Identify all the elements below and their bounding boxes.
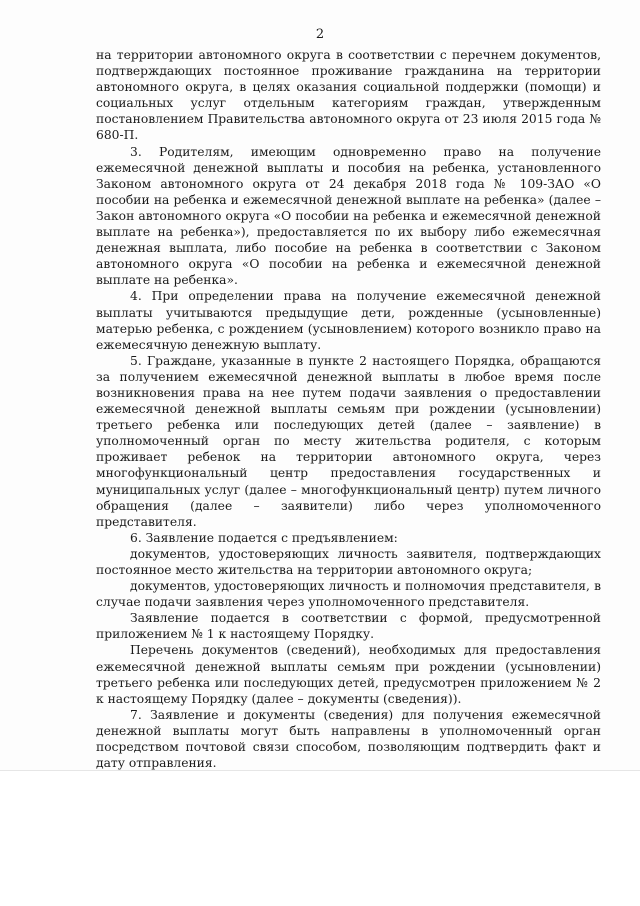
paragraph-documents-list: Перечень документов (сведений), необходимых для предоставления ежемесячной денежной выплаты семьям при рождении (усыновлении) третьего ребенка или последующих детей, предусмотрен приложением № 2 к настоящему Порядку (далее – документы (сведения)).: [96, 643, 601, 706]
paragraph-application-form: Заявление подается в соответствии с формой, предусмотренной приложением № 1 к настоящему Порядку.: [96, 611, 601, 642]
paragraph-item-4: 4. При определении права на получение ежемесячной денежной выплаты учитываются предыдущие дети, рожденные (усыновленные) матерью ребенка, с рождением (усыновлением) которого возникло право на ежемесячную денежную выплату.: [96, 289, 601, 352]
paragraph-item-6: 6. Заявление подается с предъявлением:: [130, 530, 398, 545]
paragraph-item-6-identity-docs: документов, удостоверяющих личность заявителя, подтверждающих постоянное место жительства на территории автономного округа;: [96, 546, 601, 577]
paragraph-item-5: 5. Граждане, указанные в пункте 2 настоящего Порядка, обращаются за получением ежемесячной денежной выплаты в любое время после возникновения права на нее путем подачи заявления о предоставлении ежемесячной денежной выплаты семьям при рождении (усыновлении) третьего ребенка или последующих детей (далее – заявление) в уполномоченный орган по месту жительства родителя, с которым проживает ребенок на территории автономного округа, через многофункциональный центр предоставления государственных и муниципальных услуг (далее – многофункциональный центр) путем личного обращения (далее – заявители) либо через уполномоченного представителя.: [96, 353, 601, 529]
page-number: 2: [315, 27, 325, 42]
scan-margin: [0, 770, 640, 906]
document-body: [96, 47, 601, 803]
paragraph-item-3: 3. Родителям, имеющим одновременно право на получение ежемесячной денежной выплаты и пособия на ребенка, установленного Законом автономного округа от 24 декабря 2018 года № 109-ЗАО «О пособии на ребенка и ежемесячной денежной выплате на ребенка» (далее – Закон автономного округа «О пособии на ребенка и ежемесячной денежной выплате на ребенка»), предоставляется по их выбору либо ежемесячная денежная выплата, либо пособие на ребенка в соответствии с Законом автономного округа «О пособии на ребенка и ежемесячной денежной выплате на ребенка».: [96, 144, 601, 288]
paragraph-continuation: на территории автономного округа в соответствии с перечнем документов, подтверждающих постоянное проживание гражданина на территории автономного округа, в целях оказания социальной поддержки (помощи) и социальных услуг отдельным категориям граждан, утвержденным постановлением Правительства автономного округа от 23 июля 2015 года № 680-П.: [96, 48, 601, 143]
paragraph-item-6-representative-docs: документов, удостоверяющих личность и полномочия представителя, в случае подачи заявления через уполномоченного представителя.: [96, 579, 601, 610]
paragraph-item-7: 7. Заявление и документы (сведения) для получения ежемесячной денежной выплаты могут быть направлены в уполномоченный орган посредством почтовой связи способом, позволяющим подтвердить факт и дату отправления.: [96, 707, 601, 771]
